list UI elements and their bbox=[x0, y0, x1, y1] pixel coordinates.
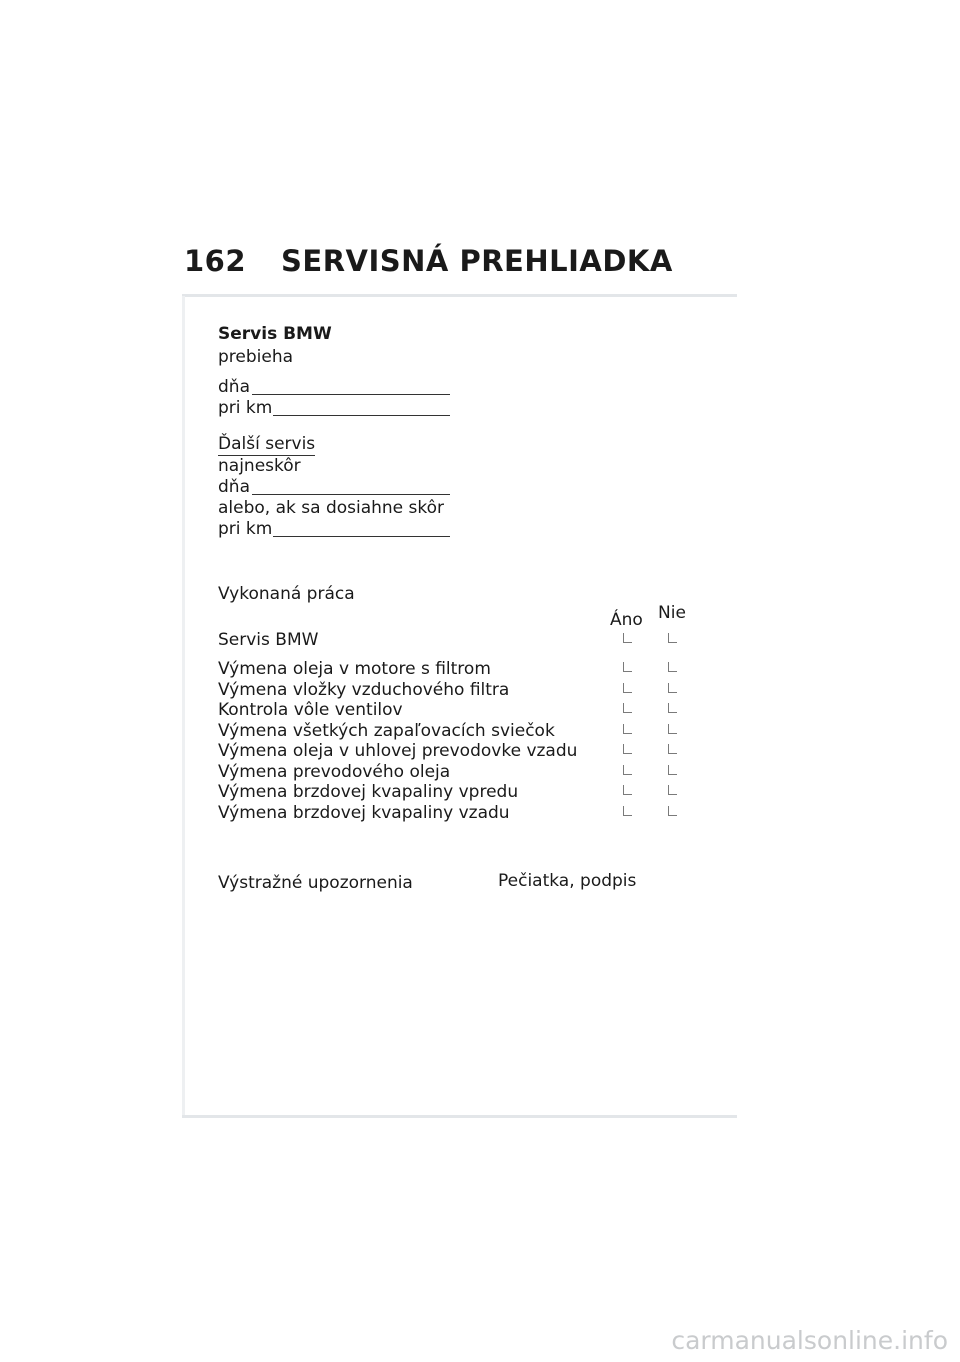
service-km-label: pri km bbox=[218, 398, 273, 418]
stamp-signature-label: Pečiatka, podpis bbox=[498, 871, 637, 891]
work-item-engine-oil: Výmena oleja v motore s filtrom bbox=[218, 659, 491, 679]
next-service-heading: Ďalší servis bbox=[218, 434, 316, 454]
checkbox-air-filter-no[interactable] bbox=[668, 683, 677, 693]
checkbox-valve-clearance-no[interactable] bbox=[668, 703, 677, 713]
left-margin-rule bbox=[182, 296, 185, 1118]
checkbox-rear-brake-fluid-no[interactable] bbox=[668, 806, 677, 816]
checkbox-engine-oil-no[interactable] bbox=[668, 662, 677, 672]
checkbox-rear-bevel-oil-yes[interactable] bbox=[623, 744, 632, 754]
checkbox-gearbox-oil-yes[interactable] bbox=[623, 765, 632, 775]
next-service-day-label: dňa bbox=[218, 477, 250, 497]
next-service-or-reached: alebo, ak sa dosiahne skôr bbox=[218, 498, 445, 518]
service-day-label: dňa bbox=[218, 377, 250, 397]
page-title: SERVISNÁ PREHLIADKA bbox=[281, 244, 673, 278]
work-item-front-brake-fluid: Výmena brzdovej kvapaliny vpredu bbox=[218, 782, 519, 802]
work-item-rear-brake-fluid: Výmena brzdovej kvapaliny vzadu bbox=[218, 803, 510, 823]
header-divider bbox=[182, 294, 737, 297]
footer-divider bbox=[182, 1115, 737, 1118]
checkbox-air-filter-yes[interactable] bbox=[623, 683, 632, 693]
service-heading: Servis BMW bbox=[218, 324, 332, 344]
checkbox-front-brake-fluid-no[interactable] bbox=[668, 785, 677, 795]
work-item-valve-clearance: Kontrola vôle ventilov bbox=[218, 700, 403, 720]
checkbox-service-yes[interactable] bbox=[623, 633, 632, 643]
next-service-latest: najneskôr bbox=[218, 456, 301, 476]
yes-column-header: Áno bbox=[610, 610, 643, 630]
checkbox-valve-clearance-yes[interactable] bbox=[623, 703, 632, 713]
next-service-day-field[interactable] bbox=[252, 494, 450, 495]
work-item-rear-bevel-oil: Výmena oleja v uhlovej prevodovke vzadu bbox=[218, 741, 578, 761]
no-column-header: Nie bbox=[658, 603, 686, 623]
next-service-km-label: pri km bbox=[218, 519, 273, 539]
page-number: 162 bbox=[184, 244, 247, 278]
work-item-air-filter: Výmena vložky vzduchového filtra bbox=[218, 680, 510, 700]
work-item-spark-plugs: Výmena všetkých zapaľovacích sviečok bbox=[218, 721, 555, 741]
work-heading: Vykonaná práca bbox=[218, 584, 355, 604]
checkbox-service-no[interactable] bbox=[668, 633, 677, 643]
checkbox-spark-plugs-no[interactable] bbox=[668, 724, 677, 734]
next-service-km-field[interactable] bbox=[273, 536, 450, 537]
checkbox-rear-bevel-oil-no[interactable] bbox=[668, 744, 677, 754]
service-day-field[interactable] bbox=[252, 394, 450, 395]
work-item-service: Servis BMW bbox=[218, 630, 319, 650]
warnings-label: Výstražné upozornenia bbox=[218, 873, 413, 893]
checkbox-engine-oil-yes[interactable] bbox=[623, 662, 632, 672]
service-km-field[interactable] bbox=[273, 415, 450, 416]
checkbox-front-brake-fluid-yes[interactable] bbox=[623, 785, 632, 795]
checkbox-spark-plugs-yes[interactable] bbox=[623, 724, 632, 734]
checkbox-rear-brake-fluid-yes[interactable] bbox=[623, 806, 632, 816]
watermark-text: carmanualsonline.info bbox=[671, 1326, 948, 1355]
checkbox-gearbox-oil-no[interactable] bbox=[668, 765, 677, 775]
service-in-progress: prebieha bbox=[218, 347, 294, 367]
work-item-gearbox-oil: Výmena prevodového oleja bbox=[218, 762, 451, 782]
